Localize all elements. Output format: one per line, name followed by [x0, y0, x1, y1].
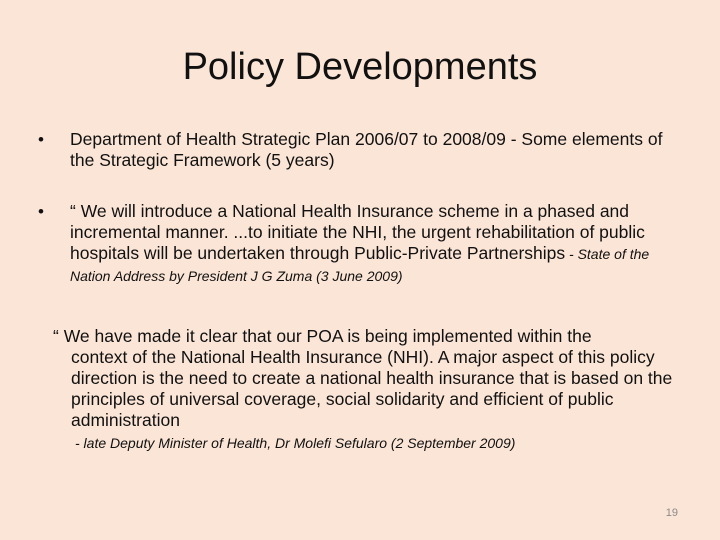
quote-text: “ We will introduce a National Health Insurance scheme in a phased and incremental manner. ...to initiate the NHI, the urgent rehabilitation of public hospitals will be undertaken through Public-Private Partnerships	[70, 201, 645, 263]
bullet-text: Department of Health Strategic Plan 2006/07 to 2008/09 - Some elements of the Strategic Framework (5 years)	[70, 129, 663, 170]
quote-block	[53, 326, 713, 453]
quote-first-line: “ We have made it clear that our POA is being implemented within the	[53, 326, 592, 346]
bullet-icon: •	[38, 130, 44, 149]
quote-text: context of the National Health Insurance (NHI). A major aspect of this policy direction is the need to create a national health insurance that is based on the principles of universal coverage, social solidarity and efficient of public administration	[71, 347, 673, 430]
bullet-text	[70, 201, 690, 287]
page-number: 19	[665, 507, 678, 519]
attribution: - State of the Nation Address by President J G Zuma (3 June 2009)	[70, 246, 650, 284]
attribution: - late Deputy Minister of Health, Dr Molefi Sefularo (2 September 2009)	[75, 435, 516, 451]
bullet-icon: •	[38, 202, 44, 221]
slide-title: Policy Developments	[182, 46, 538, 88]
